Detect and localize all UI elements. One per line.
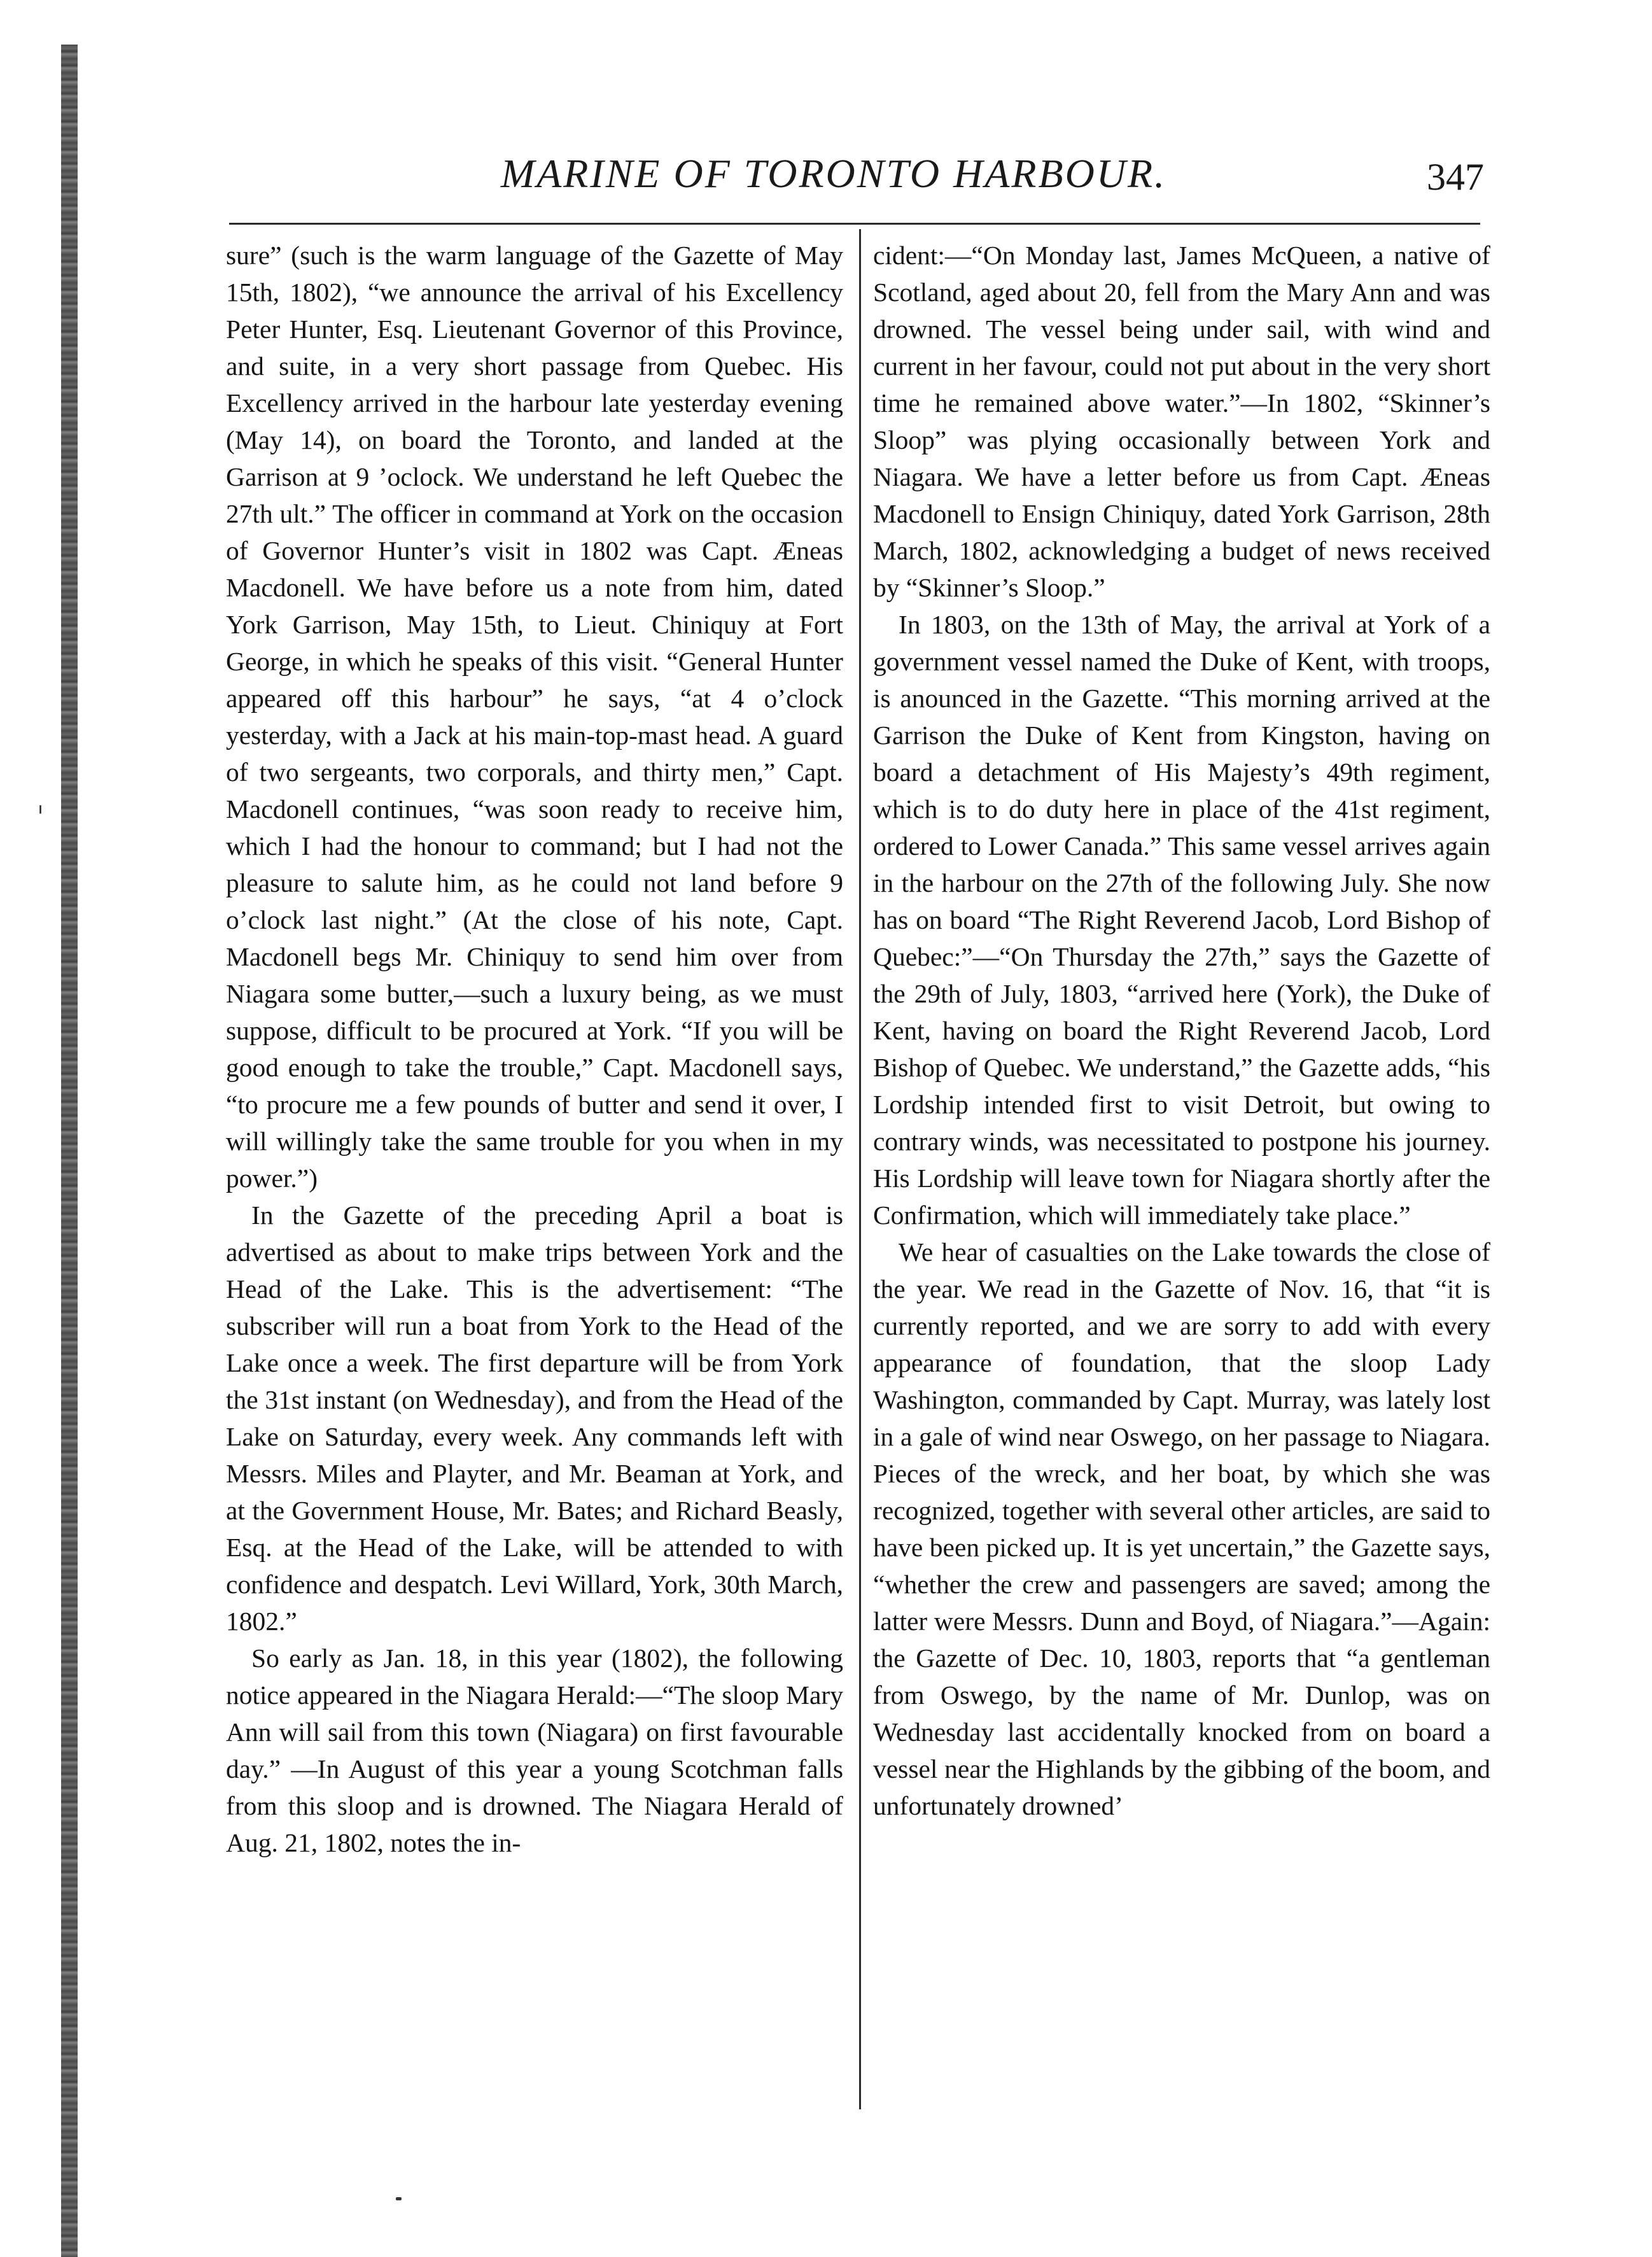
left-column xyxy=(226,237,843,1861)
paragraph: In the Gazette of the preceding April a boat is advertised as about to make trips between York and the Head of the Lake. This is the advertisement: “The subscriber will run a boat from York to the Head of the Lake once a week. The first departure will be from York the 31st instant (on Wednesday), and from the Head of the Lake on Saturday, every week. Any commands left with Messrs. Miles and Playter, and Mr. Beaman at York, and at the Government House, Mr. Bates; and Richard Beasly, Esq. at the Head of the Lake, will be attended to with confidence and despatch. Levi Willard, York, 30th March, 1802.” xyxy=(226,1200,843,1636)
book-binding-edge xyxy=(61,45,78,2257)
ink-speck xyxy=(396,2197,402,2200)
column-divider xyxy=(859,229,861,2109)
running-title: MARINE OF TORONTO HARBOUR. xyxy=(500,151,1167,196)
header-rule xyxy=(229,223,1480,225)
paragraph: cident:—“On Monday last, James McQueen, a native of Scotland, aged about 20, fell from the Mary Ann and was drowned. The vessel being under sail, with wind and current in her favour, could not put about in the very short time he remained above water.”—In 1802, “Skinner’s Sloop” was plying occasionally between York and Niagara. We have a letter before us from Capt. Æneas Macdonell to Ensign Chiniquy, dated York Garrison, 28th March, 1802, acknowledging a budget of news received by “Skinner’s Sloop.” xyxy=(873,241,1490,602)
page-number: 347 xyxy=(1427,156,1484,198)
paragraph: We hear of casualties on the Lake towards the close of the year. We read in the Gazette of Nov. 16, that “it is currently reported, and we are sorry to add with every appearance of foundation, that the sloop Lady Washington, commanded by Capt. Murray, was lately lost in a gale of wind near Oswego, on her passage to Niagara. Pieces of the wreck, and her boat, by which she was recognized, together with several other articles, are said to have been picked up. It is yet uncertain,” the Gazette says, “whether the crew and passengers are saved; among the latter were Messrs. Dunn and Boyd, of Niagara.”—Again: the Gazette of Dec. 10, 1803, reports that “a gentleman from Oswego, by the name of Mr. Dunlop, was on Wednesday last accidentally knocked from on board a vessel near the Highlands by the gibbing of the boom, and unfortunately drowned’ xyxy=(873,1237,1490,1820)
paragraph: In 1803, on the 13th of May, the arrival at York of a government vessel named the Duke of Kent, with troops, is anounced in the Gazette. “This morning arrived at the Garrison the Duke of Kent from Kingston, having on board a detachment of His Majesty’s 49th regiment, which is to do duty here in place of the 41st regiment, ordered to Lower Canada.” This same vessel arrives again in the harbour on the 27th of the following July. She now has on board “The Right Reverend Jacob, Lord Bishop of Quebec:”—“On Thursday the 27th,” says the Gazette of the 29th of July, 1803, “arrived here (York), the Duke of Kent, having on board the Right Reverend Jacob, Lord Bishop of Quebec. We understand,” the Gazette adds, “his Lordship intended first to visit Detroit, but owing to contrary winds, was necessitated to postpone his journey. His Lordship will leave town for Niagara shortly after the Confirmation, which will immediately take place.” xyxy=(873,610,1490,1230)
right-column xyxy=(873,237,1490,1824)
paragraph: sure” (such is the warm language of the Gazette of May 15th, 1802), “we announce the arrival of his Excellency Peter Hunter, Esq. Lieutenant Governor of this Province, and suite, in a very short passage from Quebec. His Excellency arrived in the harbour late yesterday evening (May 14), on board the Toronto, and landed at the Garrison at 9 ’oclock. We understand he left Quebec the 27th ult.” The officer in command at York on the occasion of Governor Hunter’s visit in 1802 was Capt. Æneas Macdonell. We have before us a note from him, dated York Garrison, May 15th, to Lieut. Chiniquy at Fort George, in which he speaks of this visit. “General Hunter appeared off this harbour” he says, “at 4 o’clock yesterday, with a Jack at his main-top-mast head. A guard of two sergeants, two corporals, and thirty men,” Capt. Macdonell continues, “was soon ready to receive him, which I had the honour to command; but I had not the pleasure to salute him, as he could not land before 9 o’clock last night.” (At the close of his note, Capt. Macdonell begs Mr. Chiniquy to send him over from Niagara some butter,—such a luxury being, as we must suppose, difficult to be procured at York. “If you will be good enough to take the trouble,” Capt. Macdonell says, “to procure me a few pounds of butter and send it over, I will willingly take the same trouble for you when in my power.”) xyxy=(226,241,843,1193)
paragraph: So early as Jan. 18, in this year (1802), the following notice appeared in the Niagara Herald:—“The sloop Mary Ann will sail from this town (Niagara) on first favourable day.” —In August of this year a young Scotchman falls from this sloop and is drowned. The Niagara Herald of Aug. 21, 1802, notes the in- xyxy=(226,1643,843,1857)
